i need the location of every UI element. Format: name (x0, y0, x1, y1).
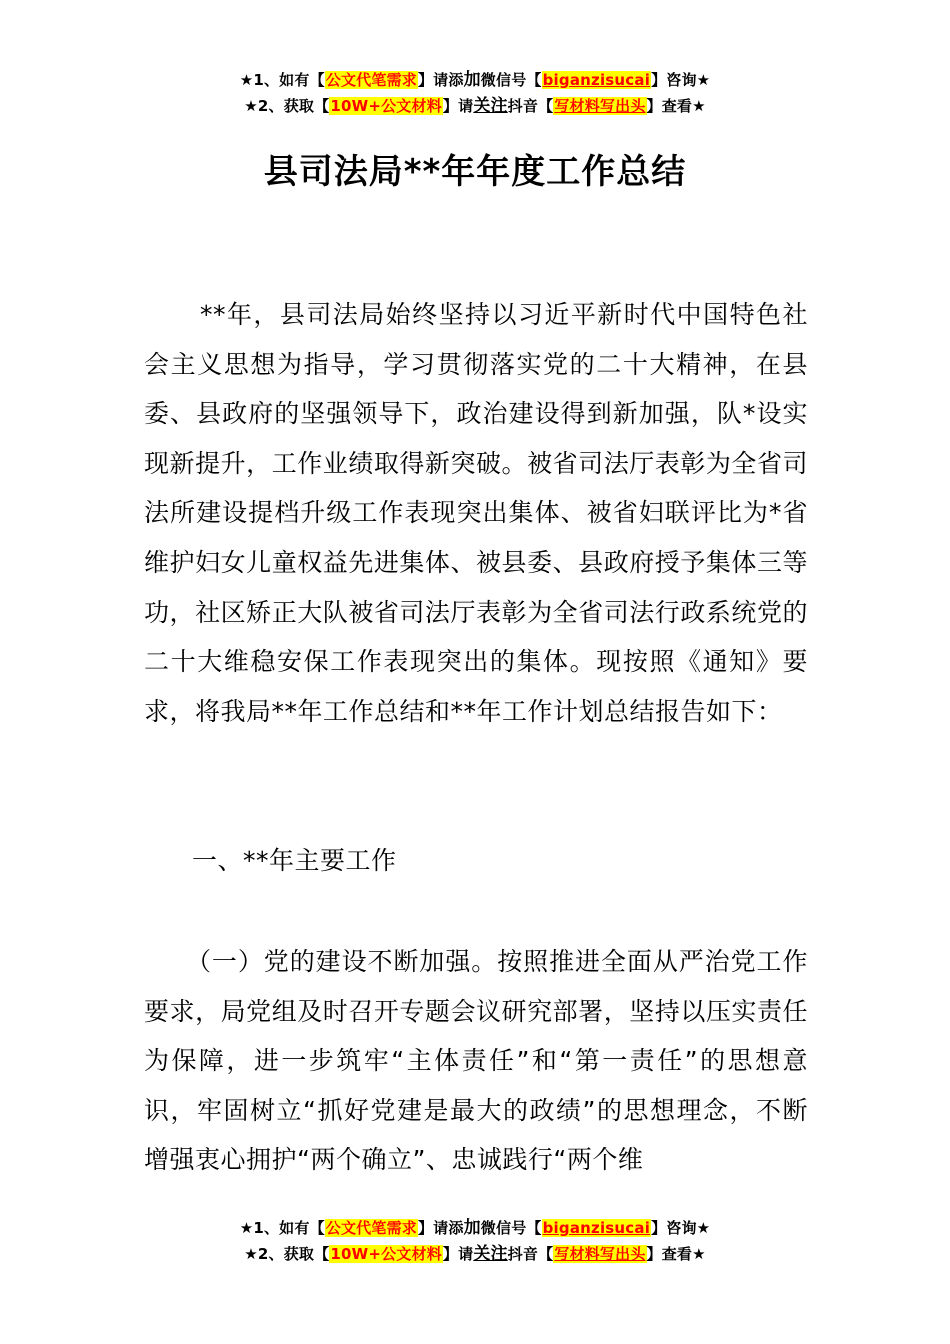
promo-highlight-materials: 10W+公文材料 (330, 97, 442, 115)
promo-text-emphasis: 关注 (473, 1244, 508, 1264)
promo-banner-bottom (0, 1215, 950, 1267)
promo-text: ★2、获取【 (244, 1245, 330, 1263)
promo-line-1 (0, 1215, 950, 1241)
promo-line-1 (0, 67, 950, 93)
promo-text: ★1、如有【 (239, 1219, 325, 1237)
section-heading-1: 一、**年主要工作 (192, 846, 397, 875)
promo-text-emphasis: 加 (463, 70, 481, 90)
promo-text: 】请添 (417, 71, 464, 89)
promo-text: 】请 (442, 1245, 474, 1263)
promo-text: 微信号【 (480, 71, 542, 89)
promo-text: 抖音【 (507, 97, 554, 115)
paragraph-intro: **年，县司法局始终坚持以习近平新时代中国特色社会主义思想为指导，学习贯彻落实党的二十大精神，在县委、县政府的坚强领导下，政治建设得到新加强，队*设实现新提升，工作业绩取得新突破。被省司法厅表彰为全省司法所建设提档升级工作表现突出集体、被省妇联评比为*省维护妇女儿童权益先进集体、被县委、县政府授予集体三等功，社区矫正大队被省司法厅表彰为全省司法行政系统党的二十大维稳安保工作表现突出的集体。现按照《通知》要求，将我局**年工作总结和**年工作计划总结报告如下： (144, 300, 808, 726)
paragraph-party-building: （一）党的建设不断加强。按照推进全面从严治党工作要求，局党组及时召开专题会议研究部署，坚持以压实责任为保障，进一步筑牢“主体责任”和“第一责任”的思想意识，牢固树立“抓好党建是最大的政绩”的思想理念，不断增强衷心拥护“两个确立”、忠诚践行“两个维 (144, 947, 808, 1175)
promo-text: 】咨询★ (651, 71, 711, 89)
promo-text: 】咨询★ (651, 1219, 711, 1237)
promo-highlight-materials: 10W+公文材料 (330, 1245, 442, 1263)
promo-text: 】请添 (417, 1219, 464, 1237)
promo-highlight-ghostwriting: 公文代笔需求 (325, 71, 417, 89)
promo-highlight-douyin-account: 写材料写出头 (554, 1245, 646, 1263)
promo-text: ★1、如有【 (239, 71, 325, 89)
promo-text: 】查看★ (646, 1245, 706, 1263)
promo-highlight-wechat-id: biganzisucai (542, 71, 651, 89)
promo-highlight-ghostwriting: 公文代笔需求 (325, 1219, 417, 1237)
promo-highlight-wechat-id: biganzisucai (542, 1219, 651, 1237)
promo-text: 微信号【 (480, 1219, 542, 1237)
promo-text: 】请 (442, 97, 474, 115)
promo-banner-top (0, 67, 950, 119)
promo-text: 】查看★ (646, 97, 706, 115)
promo-line-2 (0, 1241, 950, 1267)
promo-highlight-douyin-account: 写材料写出头 (554, 97, 646, 115)
promo-text-emphasis: 关注 (473, 96, 508, 116)
promo-line-2 (0, 93, 950, 119)
promo-text-emphasis: 加 (463, 1218, 481, 1238)
promo-text: 抖音【 (507, 1245, 554, 1263)
document-title: 县司法局**年年度工作总结 (263, 152, 687, 192)
promo-text: ★2、获取【 (244, 97, 330, 115)
